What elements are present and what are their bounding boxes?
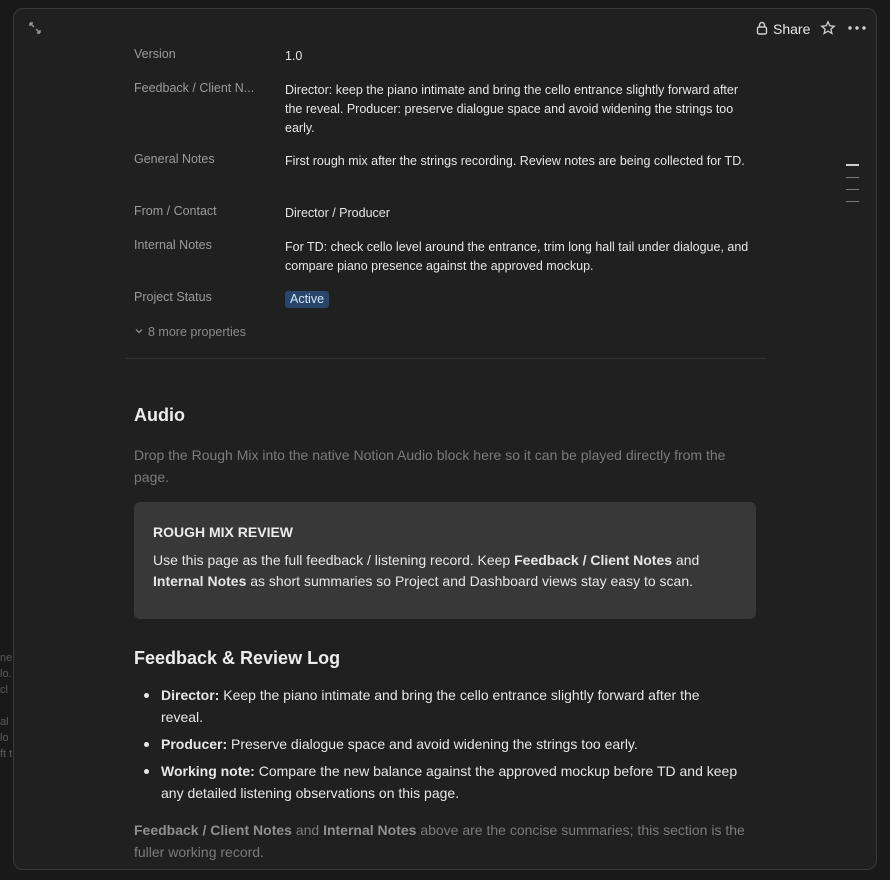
- list-item-text: Compare the new balance against the approved mockup before TD and keep any detailed listening observations on this page.: [161, 763, 738, 801]
- peek-line: [0, 698, 14, 714]
- property-label: Version: [134, 47, 176, 61]
- peek-line: lo.: [0, 668, 12, 680]
- list-item-text: Preserve dialogue space and avoid widening the strings too early.: [227, 736, 638, 752]
- note-bold: Feedback / Client Notes: [134, 822, 292, 838]
- chevron-down-icon: [134, 325, 144, 339]
- property-value[interactable]: First rough mix after the strings recording. Review notes are being collected for TD.: [285, 154, 745, 168]
- audio-heading[interactable]: Audio: [134, 405, 185, 425]
- note-text: above are the concise summaries; this section is the fuller working record.: [134, 822, 745, 860]
- peek-line: ne: [0, 652, 13, 664]
- more-properties-label: 8 more properties: [148, 325, 246, 339]
- property-label: Internal Notes: [134, 238, 212, 252]
- status-badge[interactable]: Active: [285, 291, 329, 308]
- note-bold: Internal Notes: [323, 822, 417, 838]
- toc-marker[interactable]: [846, 177, 859, 178]
- share-button[interactable]: [756, 19, 810, 39]
- property-value[interactable]: For TD: check cello level around the entrance, trim long hall tail under dialogue, and compare piano presence against the approved mockup.: [285, 240, 749, 273]
- topbar: [14, 9, 876, 49]
- more-properties-toggle[interactable]: [134, 325, 246, 339]
- property-value[interactable]: Director: keep the piano intimate and bring the cello entrance slightly forward after the reveal. Producer: preserve dialogue space and avoid widening the strings too early.: [285, 83, 739, 135]
- property-label: Feedback / Client N...: [134, 81, 255, 95]
- audio-placeholder-text[interactable]: Drop the Rough Mix into the native Notion Audio block here so it can be played directly from the page.: [134, 447, 726, 485]
- toc-marker[interactable]: [846, 164, 859, 166]
- list-item-lead: Director:: [161, 687, 220, 703]
- property-value[interactable]: Director / Producer: [285, 206, 390, 220]
- property-label: Project Status: [134, 290, 212, 304]
- peek-line: al: [0, 716, 9, 728]
- callout-bold: Internal Notes: [153, 573, 247, 589]
- peek-line: lo: [0, 732, 9, 744]
- summary-note[interactable]: [134, 819, 749, 863]
- callout-body: [153, 550, 743, 592]
- table-of-contents-minimap[interactable]: [846, 164, 862, 213]
- peek-line: cl: [0, 684, 8, 696]
- callout-title: ROUGH MIX REVIEW: [153, 524, 294, 540]
- feedback-log-list: [134, 684, 744, 809]
- list-item-lead: Working note:: [161, 763, 255, 779]
- more-options-icon[interactable]: [846, 20, 868, 36]
- toc-marker[interactable]: [846, 189, 859, 190]
- list-item-lead: Producer:: [161, 736, 228, 752]
- favorite-star-icon[interactable]: [820, 20, 836, 36]
- note-text: and: [291, 822, 324, 838]
- list-item[interactable]: [134, 760, 744, 804]
- callout-text: Use this page as the full feedback / listening record. Keep: [153, 552, 515, 568]
- property-value[interactable]: 1.0: [285, 49, 303, 63]
- rough-mix-review-callout[interactable]: [134, 502, 756, 619]
- background-window-peek: [0, 650, 14, 810]
- page-window: [13, 8, 877, 870]
- lock-icon: [756, 21, 768, 38]
- feedback-log-heading[interactable]: Feedback & Review Log: [134, 648, 341, 668]
- callout-text: and: [672, 552, 700, 568]
- expand-icon[interactable]: [28, 21, 42, 35]
- property-value[interactable]: [285, 290, 755, 309]
- share-label: Share: [773, 21, 811, 37]
- callout-bold: Feedback / Client Notes: [514, 552, 673, 568]
- divider: [126, 358, 766, 359]
- property-label: From / Contact: [134, 204, 217, 218]
- callout-text: as short summaries so Project and Dashboard views stay easy to scan.: [246, 573, 693, 589]
- peek-line: ft t: [0, 748, 13, 760]
- list-item-text: Keep the piano intimate and bring the cello entrance slightly forward after the reveal.: [161, 687, 700, 725]
- toc-marker[interactable]: [846, 201, 859, 202]
- list-item[interactable]: [134, 684, 744, 728]
- list-item[interactable]: [134, 733, 744, 755]
- property-label: General Notes: [134, 152, 215, 166]
